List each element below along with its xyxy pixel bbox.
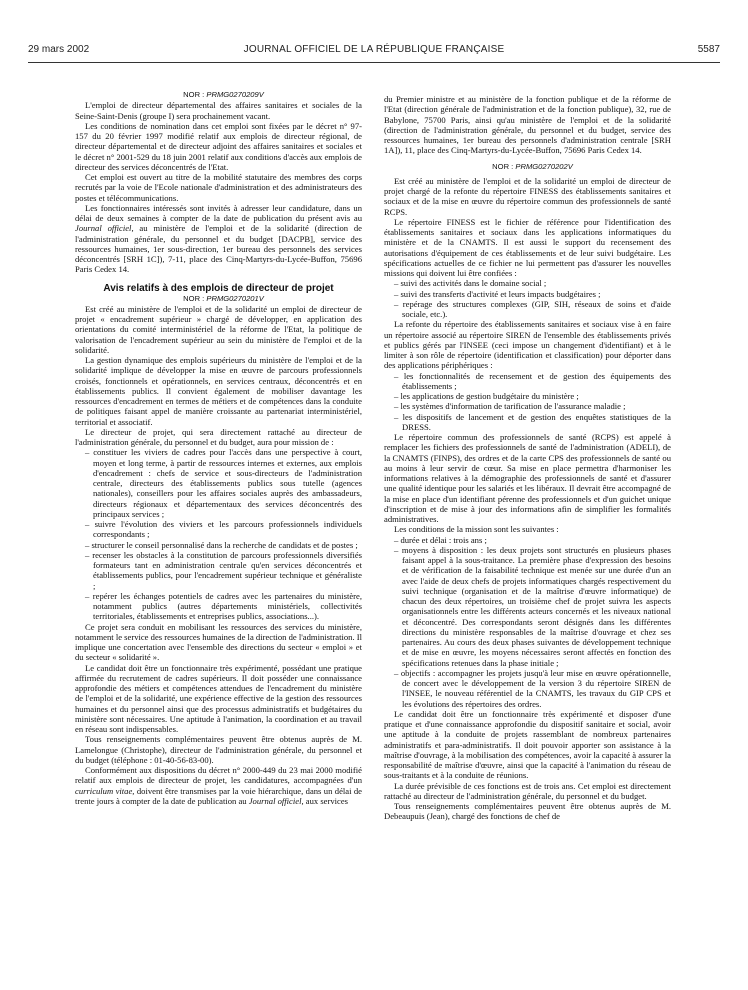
list-item: – suivre l'évolution des viviers et les parcours professionnels individuels correspondants ; [83, 519, 362, 540]
paragraph: Conformément aux dispositions du décret n° 2000-449 du 23 mai 2000 modifié relatif aux emplois de directeur de projet, les candidatures, accompagnées d'un curriculum vitae, doivent être transmises par la voie hiérarchique, dans un délai de trente jours à compter de la date de publication au Journal officiel, aux services [75, 765, 362, 806]
paragraph: Le directeur de projet, qui sera directement rattaché au directeur de l'administration générale, du personnel et du budget, aura pour mission de : [75, 426, 362, 447]
list-item: – repérer les échanges potentiels de cadres avec les partenaires du ministère, notamment publics (autres départements ministériels, collectivités territoriales, établissements et entreprises publics, associations...). [83, 591, 362, 622]
list-item: – suivi des activités dans le domaine social ; [392, 278, 671, 288]
paragraph: Tous renseignements complémentaires peuvent être obtenus auprès de M. Lamelongue (Christophe), directeur de l'administration générale, du personnel et du budget (téléphone : 01-40-56-83-00). [75, 734, 362, 765]
paragraph: Le candidat doit être un fonctionnaire très expérimenté et disposer d'une pratique et d'une connaissance approfondie du dispositif sanitaire et social, avoir une aptitude à la conduite de projets rassemblant de nombreux partenaires administratifs et para-administratifs. Il doit pouvoir apporter son assistance à la maîtrise d'ouvrage, à la mobilisation des compétences, avoir la capacité à assurer la responsabilité de maîtrise d'œuvre, ainsi que la capacité à l'animation du réseau de sous-traitants et à la conduite de réunions. [384, 708, 671, 781]
right-column [384, 94, 671, 822]
section-title: Avis relatifs à des emplois de directeur de projet [103, 282, 334, 294]
paragraph: Est créé au ministère de l'emploi et de la solidarité un emploi de directeur de projet chargé de la refonte du répertoire FINESS des établissements sanitaires et sociaux et de la mise en œuvre du répertoire commun des professionnels de santé RCPS. [384, 175, 671, 217]
list-item: – les fonctionnalités de recensement et de gestion des équipements des établissements ; [392, 371, 671, 392]
header-date: 29 mars 2002 [28, 44, 90, 55]
list-item: – constituer les viviers de cadres pour l'accès dans une perspective à court, moyen et long terme, à partir de ressources internes et externes, aux emplois d'encadrement : chefs de service et sous-directeurs de l'administration centrale, directeurs des établissements publics sous tutelle (agences nationales), conseillers pour les affaires sociales auprès des ambassadeurs, directeurs régionaux et départementaux des services déconcentrés des principaux services ; [83, 447, 362, 519]
paragraph: L'emploi de directeur départemental des affaires sanitaires et sociales de la Seine-Saint-Denis (groupe I) sera prochainement vacant. [75, 100, 362, 121]
list-item: – les systèmes d'information de tarification de l'assurance maladie ; [392, 401, 671, 411]
nor-reference-1: NOR : PRMG0270209V [183, 90, 264, 99]
header-rule [28, 62, 720, 63]
paragraph: Les conditions de la mission sont les suivantes : [394, 524, 559, 535]
applications-list [384, 371, 671, 433]
list-item: – suivi des transferts d'activité et leurs impacts budgétaires ; [392, 289, 671, 299]
paragraph: Les fonctionnaires intéressés sont invités à adresser leur candidature, dans un délai de deux semaines à compter de la date de publication du présent avis au Journal officiel, au ministère de l'emploi et de la solidarité (direction de l'administration générale, du personnel et du budget [DACPB], service des ressources humaines, 1er sous-direction, 1er bureau des personnels des services déconcentrés [SRH 1C]), 7-11, place des Cinq-Martyrs-du-Lycée-Buffon, 75696 Paris Cedex 14. [75, 202, 362, 275]
list-item: – objectifs : accompagner les projets jusqu'à leur mise en œuvre opérationnelle, de concert avec le développement de la version 3 du répertoire SIREN de l'INSEE, le nouveau référentiel de la CNAMTS, les travaux du GIP CPS et les évolutions des répertoires des ordres. [392, 668, 671, 709]
paragraph: La refonte du répertoire des établissements sanitaires et sociaux vise à en faire un répertoire associé au répertoire SIREN de l'ensemble des établissements privés et publics gérés par l'INSEE (ceci impose un changement d'identifiant) et à le limiter à son rôle de répertoire (identification et classification) pour déporter dans des applications périphériques : [384, 319, 671, 371]
list-item: – recenser les obstacles à la constitution de parcours professionnels diversifiés formateurs tant en administration centrale qu'en services déconcentrés et établissements publics, pour l'encadrement supérieur technique et généraliste ; [83, 550, 362, 591]
list-item: – les dispositifs de lancement et de gestion des enquêtes statistiques de la DRESS. [392, 412, 671, 433]
list-item: – durée et délai : trois ans ; [392, 535, 671, 545]
list-item: – structurer le conseil personnalisé dans la recherche de candidats et de postes ; [83, 540, 362, 550]
list-item: – les applications de gestion budgétaire du ministère ; [392, 391, 671, 401]
paragraph: La gestion dynamique des emplois supérieurs du ministère de l'emploi et de la solidarité implique de développer la mise en œuvre de parcours professionnels croisés, fonctionnels et opérationnels, en services centraux, déconcentrés et en établissements publics. Il convient également de mobiliser davantage les ressources d'encadrement en termes de métiers et de compétences dans la conduite de politiques faisant appel de manière croissante au partenariat interministériel, territorial et associatif. [75, 355, 362, 427]
paragraph: Cet emploi est ouvert au titre de la mobilité statutaire des membres des corps recrutés par la voie de l'Ecole nationale d'administration et des administrateurs des postes et télécommunications. [75, 172, 362, 203]
paragraph: Le répertoire FINESS est le fichier de référence pour l'identification des établissements sanitaires et sociaux dans les applications informatiques du ministère et de la CNAMTS. Il est aussi le support du recensement des autorisations d'équipement de ces établissements et de leur suivi budgétaire. Les spécifications actuelles de ce fichier ne lui permettent pas d'assurer les nouvelles missions qui doivent lui être confiées : [384, 216, 671, 278]
paragraph: Est créé au ministère de l'emploi et de la solidarité un emploi de directeur de projet « encadrement supérieur » chargé de développer, en application des orientations du comité interministériel de la réforme de l'Etat, la politique de valorisation de l'encadrement supérieur au sein du ministère de l'emploi et de la solidarité. [75, 303, 362, 355]
paragraph: La durée prévisible de ces fonctions est de trois ans. Cet emploi est directement rattaché au directeur de l'administration générale, du personnel et du budget. [384, 780, 671, 801]
page-header [28, 44, 720, 60]
nor-reference-3: NOR : PRMG0270202V [492, 161, 573, 171]
paragraph: Ce projet sera conduit en mobilisant les ressources des services du ministère, notamment le service des ressources humaines de la direction de l'administration. Il implique une concertation avec l'ensemble des directions du secteur « emploi » et du secteur « solidarité ». [75, 621, 362, 663]
left-column [75, 90, 362, 806]
paragraph: du Premier ministre et au ministère de la fonction publique et de la réforme de l'Etat (direction générale de l'administration et de la fonction publique), 32, rue de Babylone, 75700 Paris, ainsi qu'au ministère de l'emploi et de la solidarité (direction de l'administration générale, du personnel et du budget, service des ressources humaines, 1er bureau des personnels d'administration centrale [SRH 1A]), 11, place des Cinq-Martyrs-du-Lycée-Buffon, 75696 Paris Cedex 14. [384, 94, 671, 156]
mission-list [75, 447, 362, 621]
paragraph: Le candidat doit être un fonctionnaire très expérimenté, possédant une pratique affirmée du recrutement de cadres supérieurs. Il doit posséder une connaissance approfondie des métiers et compétences attendues de l'encadrement du ministère de l'emploi et de la solidarité, une expérience effective de la gestion des ressources humaines et du personnel ainsi que des processus administratifs et budgétaires du ministère sont nécessaires. Une aptitude à l'animation, la coordination et au travail en réseau sont indispensables. [75, 662, 362, 734]
journal-title: JOURNAL OFFICIEL DE LA RÉPUBLIQUE FRANÇAISE [243, 44, 505, 55]
conditions-list [384, 535, 671, 709]
list-item: – moyens à disposition : les deux projets sont structurés en plusieurs phases faisant appel à la sous-traitance. La première phase d'expression des besoins et de vérification de la faisabilité technique est menée sur une durée d'un an avec l'aide de deux chefs de projets informatiques chargés respectivement du suivi technique (organisation et de la maîtrise d'œuvre informatique) de chacun des deux répertoires, un troisième chef de projet suivra les aspects organisationnels entre les différents acteurs concernés et les niveaux national et déconcentré. Des correspondants seront désignés dans les différentes directions du ministère responsables de la maîtrise d'ouvrage et chez ses partenaires. Au cours des deux phases suivantes de développement technique et de mise en œuvre, les moyens nécessaires seront affectés en fonction des spécifications retenues dans la phase initiale ; [392, 545, 671, 668]
page-number: 5587 [697, 44, 720, 55]
list-item: – repérage des structures complexes (GIP, SIH, réseaux de soins et d'aide sociale, etc.). [392, 299, 671, 320]
missions-list [384, 278, 671, 319]
paragraph: Les conditions de nomination dans cet emploi sont fixées par le décret n° 97-157 du 20 février 1997 modifié relatif aux emplois de directeur régional, de directeur départemental et de directeur adjoint des affaires sanitaires et sociales et le décret n° 2001-529 du 18 juin 2001 relatif aux conditions d'accès aux emplois de directeur des services déconcentrés de l'Etat. [75, 120, 362, 172]
nor-reference-2: NOR : PRMG0270201V [183, 293, 264, 303]
paragraph: Le répertoire commun des professionnels de santé (RCPS) est appelé à remplacer les fichiers des professionnels de santé de l'administration (ADELI), de la CNAMTS (FINPS), des ordres et de la carte CPS des professionnels de santé ou au moins à leur servir de cœur. Sa mise en place permettra d'harmoniser les informations relatives à la démographie des professionnels de santé et d'assurer une qualité identique pour les salariés et les libéraux. Il devrait être accompagné de la mise en place d'un identifiant pérenne des professionnels et d'un guichet unique d'inscription et de mise à jour des informations afin de simplifier les formalités administratives. [384, 432, 671, 524]
paragraph: Tous renseignements complémentaires peuvent être obtenus auprès de M. Debeaupuis (Jean), chargé des fonctions de chef de [384, 801, 671, 822]
